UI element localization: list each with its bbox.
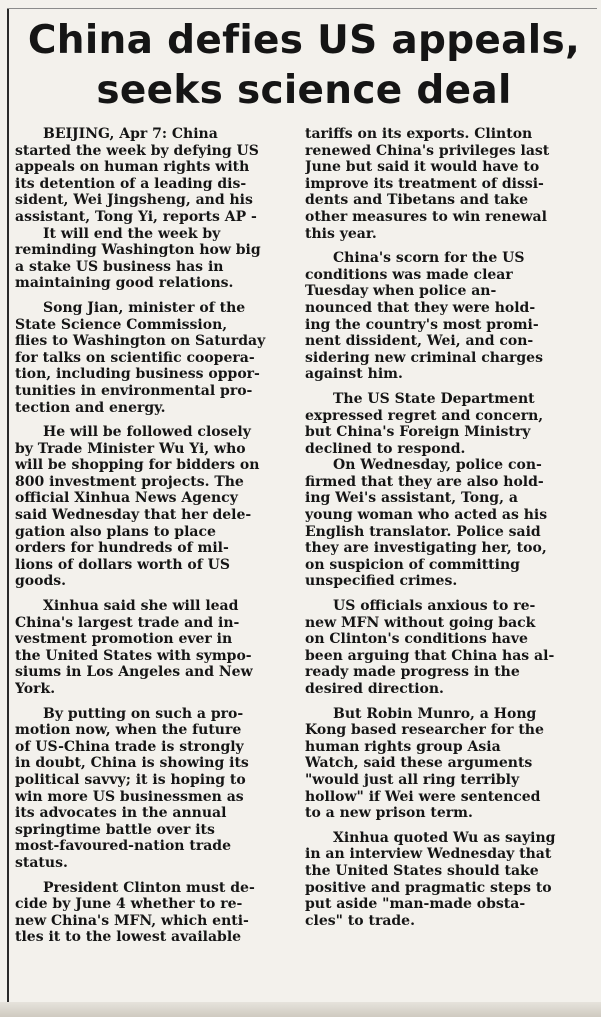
text-line: Xinhua quoted Wu as saying — [333, 829, 556, 846]
article-paragraph — [15, 880, 295, 946]
article-column-right — [305, 126, 587, 929]
text-line: but China's Foreign Ministry — [305, 424, 531, 441]
text-line: Watch, said these arguments — [305, 755, 533, 772]
page-edge-shadow — [0, 1002, 601, 1017]
text-line: declined to respond. — [305, 440, 466, 457]
text-line: It will end the week by — [43, 225, 221, 242]
text-line: sident, Wei Jingsheng, and his — [15, 192, 253, 209]
article-paragraph — [15, 300, 295, 416]
text-line: lions of dollars worth of US — [15, 556, 230, 573]
text-line: tion, including business oppor- — [15, 366, 260, 383]
paragraph-gap — [15, 698, 295, 706]
text-line: tunities in environmental pro- — [15, 382, 253, 399]
text-line: Kong based researcher for the — [305, 722, 544, 739]
text-line: to a new prison term. — [305, 805, 473, 822]
text-line: cles" to trade. — [305, 912, 415, 929]
text-line: conditions was made clear — [305, 266, 513, 283]
text-line: tles it to the lowest available — [15, 929, 242, 946]
text-line: in an interview Wednesday that — [305, 846, 552, 863]
text-line: will be shopping for bidders on — [15, 457, 260, 474]
text-line: positive and pragmatic steps to — [305, 879, 552, 896]
text-line: US officials anxious to re- — [333, 598, 536, 615]
article-paragraph — [305, 457, 587, 590]
text-line: new MFN without going back — [305, 614, 536, 631]
text-line: they are investigating her, too, — [305, 540, 547, 557]
text-line: tariffs on its exports. Clinton — [305, 126, 533, 142]
top-rule — [7, 8, 597, 9]
text-line: reminding Washington how big — [15, 242, 261, 259]
text-line: against him. — [305, 366, 403, 383]
text-line: He will be followed closely — [43, 424, 251, 441]
article-paragraph — [15, 424, 295, 590]
paragraph-gap — [15, 590, 295, 598]
text-line: nounced that they were hold- — [305, 299, 536, 316]
text-line: human rights group Asia — [305, 738, 501, 755]
text-line: tection and energy. — [15, 399, 166, 416]
text-line: June but said it would have to — [305, 159, 540, 176]
text-line: orders for hundreds of mil- — [15, 540, 229, 557]
headline-line-2: seeks science deal — [96, 68, 512, 113]
text-line: cide by June 4 whether to re- — [15, 896, 243, 913]
text-line: most-favoured-nation trade — [15, 838, 231, 855]
article-paragraph — [15, 226, 295, 292]
text-line: motion now, when the future — [15, 722, 242, 739]
text-line: win more US businessmen as — [15, 788, 244, 805]
text-line: of US-China trade is strongly — [15, 738, 244, 755]
text-line: York. — [15, 681, 56, 697]
text-line: for talks on scientific coopera- — [15, 349, 255, 366]
text-line: vestment promotion ever in — [15, 631, 233, 648]
text-line: ready made progress in the — [305, 664, 520, 681]
text-line: ing Wei's assistant, Tong, a — [305, 490, 518, 507]
text-line: goods. — [15, 573, 67, 590]
text-line: the United States with sympo- — [15, 647, 252, 664]
text-line: On Wednesday, police con- — [333, 457, 542, 474]
paragraph-gap — [305, 242, 587, 250]
text-line: Song Jian, minister of the — [43, 299, 246, 316]
text-line: desired direction. — [305, 681, 444, 697]
text-line: its detention of a leading dis- — [15, 175, 247, 192]
paragraph-gap — [15, 416, 295, 424]
article-paragraph — [305, 391, 587, 457]
text-line: hollow" if Wei were sentenced — [305, 788, 541, 805]
article-paragraph — [15, 598, 295, 698]
text-line: official Xinhua News Agency — [15, 490, 238, 507]
text-line: "would just all ring terribly — [305, 771, 520, 788]
text-line: State Science Commission, — [15, 316, 228, 333]
text-line: ing the country's most promi- — [305, 316, 539, 333]
paragraph-gap — [305, 383, 587, 391]
headline-line-1: China defies US appeals, — [27, 18, 581, 63]
text-line: siums in Los Angeles and New — [15, 664, 253, 681]
text-line: assistant, Tong Yi, reports AP - — [15, 208, 257, 225]
text-line: put aside "man-made obsta- — [305, 896, 526, 913]
article-paragraph — [15, 126, 295, 226]
text-line: gation also plans to place — [15, 523, 216, 540]
text-line: by Trade Minister Wu Yi, who — [15, 440, 246, 457]
paragraph-gap — [305, 698, 587, 706]
text-line: But Robin Munro, a Hong — [333, 705, 537, 722]
article-paragraph — [305, 126, 587, 242]
paragraph-gap — [305, 590, 587, 598]
text-line: sidering new criminal charges — [305, 349, 543, 366]
text-line: this year. — [305, 225, 377, 242]
text-line: the United States should take — [305, 862, 539, 879]
text-line: a stake US business has in — [15, 258, 224, 275]
text-line: expressed regret and concern, — [305, 407, 544, 424]
text-line: its advocates in the annual — [15, 805, 227, 822]
text-line: firmed that they are also hold- — [305, 473, 544, 490]
text-line: on Clinton's conditions have — [305, 631, 528, 648]
text-line: nent dissident, Wei, and con- — [305, 333, 534, 350]
text-line: springtime battle over its — [15, 821, 215, 838]
paragraph-gap — [15, 872, 295, 880]
article-paragraph — [305, 250, 587, 383]
text-line: improve its treatment of dissi- — [305, 175, 544, 192]
headline — [14, 16, 594, 116]
text-line: English translator. Police said — [305, 523, 541, 540]
text-line: BEIJING, Apr 7: China — [43, 126, 218, 142]
text-line: The US State Department — [333, 390, 535, 407]
text-line: been arguing that China has al- — [305, 647, 555, 664]
text-line: President Clinton must de- — [43, 879, 255, 896]
article-paragraph — [15, 706, 295, 872]
text-line: China's largest trade and in- — [15, 614, 240, 631]
column-rule — [7, 8, 9, 1008]
text-line: 800 investment projects. The — [15, 473, 244, 490]
text-line: dents and Tibetans and take — [305, 192, 528, 209]
text-line: appeals on human rights with — [15, 159, 250, 176]
text-line: status. — [15, 854, 68, 871]
article-paragraph — [305, 830, 587, 930]
text-line: in doubt, China is showing its — [15, 755, 249, 772]
text-line: new China's MFN, which enti- — [15, 912, 249, 929]
text-line: young woman who acted as his — [305, 507, 548, 524]
text-line: renewed China's privileges last — [305, 142, 550, 159]
text-line: By putting on such a pro- — [43, 705, 244, 722]
article-column-left — [15, 126, 295, 946]
text-line: Tuesday when police an- — [305, 283, 497, 300]
paragraph-gap — [15, 292, 295, 300]
text-line: flies to Washington on Saturday — [15, 333, 266, 350]
text-line: said Wednesday that her dele- — [15, 507, 252, 524]
text-line: other measures to win renewal — [305, 208, 547, 225]
text-line: China's scorn for the US — [333, 250, 525, 267]
text-line: started the week by defying US — [15, 142, 259, 159]
article-paragraph — [305, 598, 587, 698]
article-paragraph — [305, 706, 587, 822]
text-line: Xinhua said she will lead — [43, 598, 239, 615]
text-line: maintaining good relations. — [15, 275, 234, 292]
text-line: unspecified crimes. — [305, 573, 458, 590]
paragraph-gap — [305, 822, 587, 830]
text-line: political savvy; it is hoping to — [15, 771, 246, 788]
text-line: on suspicion of committing — [305, 556, 520, 573]
